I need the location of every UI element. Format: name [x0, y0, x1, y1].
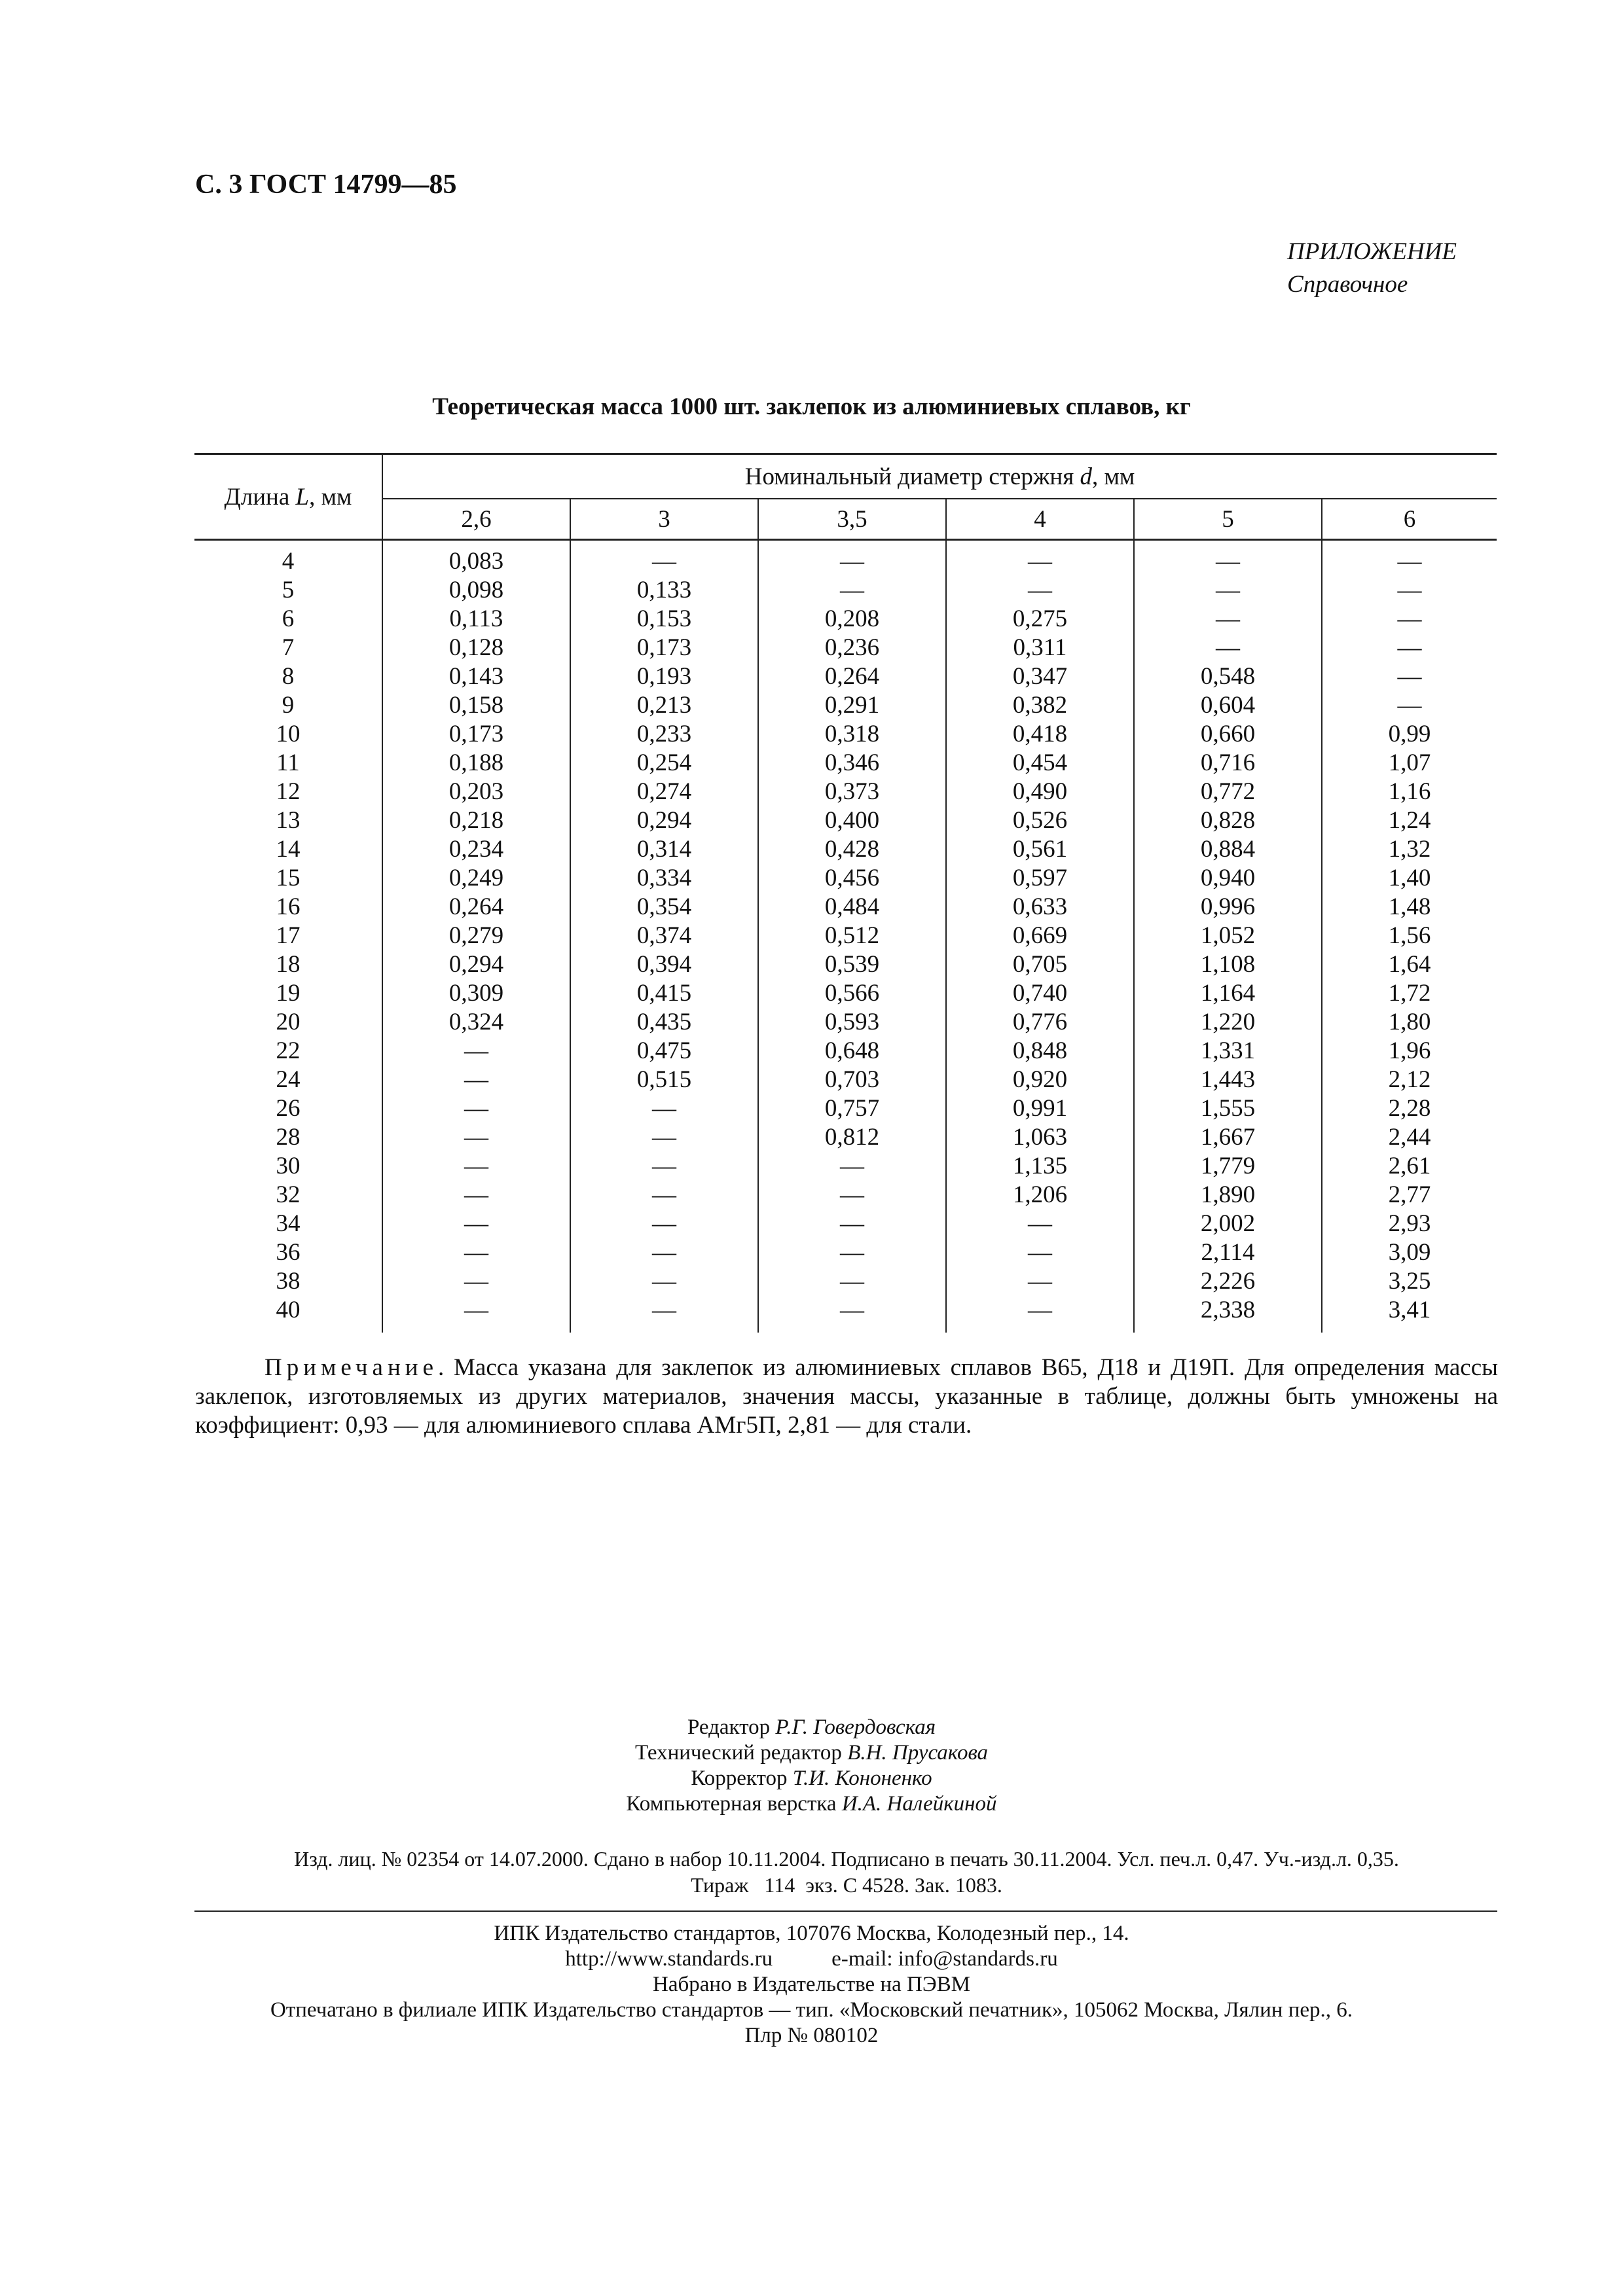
mass-cell: —: [1134, 576, 1322, 605]
mass-cell: —: [570, 1210, 758, 1238]
mass-cell: 0,996: [1134, 893, 1322, 922]
publisher-address: ИПК Издательство стандартов, 107076 Москва, Колодезный пер., 14.: [494, 1922, 1129, 1945]
length-cell: 9: [194, 691, 382, 720]
mass-cell: 0,314: [570, 835, 758, 864]
mass-cell: 0,705: [946, 950, 1134, 979]
mass-cell: 1,64: [1388, 951, 1431, 978]
mass-cell: 0,593: [758, 1008, 946, 1037]
mass-cell: 0,318: [758, 720, 946, 749]
mass-cell: 1,40: [1388, 865, 1431, 891]
imprint-line-2: Тираж 114 экз. С 4528. Зак. 1083.: [691, 1873, 1002, 1897]
mass-cell: 0,884: [1134, 835, 1322, 864]
mass-cell: —: [946, 540, 1134, 577]
mass-cell: 3,25: [1388, 1268, 1431, 1295]
mass-cell: 0,274: [570, 778, 758, 806]
mass-cell: —: [1134, 634, 1322, 662]
table-row: [194, 576, 1497, 605]
mass-cell: 2,12: [1388, 1066, 1431, 1093]
mass-cell: 0,113: [382, 605, 570, 634]
length-cell: 38: [194, 1267, 382, 1296]
diameter-header-cell: 3,5: [758, 499, 946, 540]
mass-cell: 1,108: [1134, 950, 1322, 979]
mass-cell: 1,07: [1388, 749, 1431, 776]
mass-cell: 1,667: [1134, 1123, 1322, 1152]
table-row: [194, 864, 1497, 893]
mass-cell: —: [758, 1238, 946, 1267]
mass-cell: 0,347: [946, 662, 1134, 691]
mass-cell: —: [382, 1181, 570, 1210]
table-row: [194, 835, 1497, 864]
length-cell: 10: [194, 720, 382, 749]
mass-cell: —: [946, 1267, 1134, 1296]
table-row: [194, 778, 1497, 806]
table-header: [194, 454, 1497, 540]
mass-cell: —: [1397, 577, 1422, 603]
table-body: [194, 540, 1497, 1333]
mass-cell: 1,331: [1134, 1037, 1322, 1066]
mass-cell: 0,740: [946, 979, 1134, 1008]
table-row: [194, 1238, 1497, 1267]
diameter-header-row: [194, 499, 1497, 540]
mass-cell: —: [1134, 605, 1322, 634]
mass-cell: 0,475: [570, 1037, 758, 1066]
table-row: [194, 893, 1497, 922]
mass-cell: 0,374: [570, 922, 758, 950]
mass-cell: —: [758, 1210, 946, 1238]
imprint-block: [195, 1846, 1498, 1898]
mass-cell: 0,128: [382, 634, 570, 662]
mass-cell: —: [570, 1094, 758, 1123]
table-row: [194, 1123, 1497, 1152]
publisher-email: e-mail: info@standards.ru: [831, 1947, 1058, 1971]
credit-role: Корректор: [691, 1767, 788, 1790]
mass-cell: 0,143: [382, 662, 570, 691]
note-label: Примечание: [264, 1354, 438, 1381]
length-cell: 17: [194, 922, 382, 950]
mass-cell: 0,435: [570, 1008, 758, 1037]
table-row: [194, 749, 1497, 778]
mass-cell: 0,133: [570, 576, 758, 605]
imprint-line-1: Изд. лиц. № 02354 от 14.07.2000. Сдано в набор 10.11.2004. Подписано в печать 30.11.2004. Усл. печ.л. 0,47. Уч.-изд.л. 0,35.: [294, 1847, 1399, 1871]
mass-cell: 0,334: [570, 864, 758, 893]
length-cell: 12: [194, 778, 382, 806]
mass-cell: 0,566: [758, 979, 946, 1008]
mass-cell: 0,99: [1388, 721, 1431, 747]
page-header-title: С. 3 ГОСТ 14799—85: [195, 170, 457, 200]
mass-cell: —: [1397, 692, 1422, 719]
diameter-header-cell: 4: [946, 499, 1134, 540]
mass-cell: —: [382, 1123, 570, 1152]
mass-cell: —: [946, 1296, 1134, 1333]
mass-cell: 0,757: [758, 1094, 946, 1123]
mass-cell: 0,233: [570, 720, 758, 749]
mass-cell: 0,526: [946, 806, 1134, 835]
diameter-header-cell: 2,6: [382, 499, 570, 540]
mass-cell: 0,415: [570, 979, 758, 1008]
appendix-subtitle: Справочное: [1287, 271, 1408, 298]
appendix-title: ПРИЛОЖЕНИЕ: [1287, 238, 1457, 265]
table-row: [194, 1267, 1497, 1296]
table-row: [194, 1152, 1497, 1181]
table-title: Теоретическая масса 1000 шт. заклепок из алюминиевых сплавов, кг: [432, 393, 1191, 420]
mass-cell: —: [758, 540, 946, 577]
mass-cell: 1,063: [946, 1123, 1134, 1152]
mass-cell: 0,428: [758, 835, 946, 864]
mass-cell: —: [758, 1181, 946, 1210]
table-row: [194, 1181, 1497, 1210]
mass-cell: 1,24: [1388, 807, 1431, 834]
credit-role: Компьютерная верстка: [626, 1792, 837, 1816]
mass-cell: 0,354: [570, 893, 758, 922]
table-note: [195, 1354, 1498, 1440]
table-row: [194, 1008, 1497, 1037]
mass-cell: 0,234: [382, 835, 570, 864]
credit-role: Редактор: [687, 1715, 771, 1739]
length-cell: 7: [194, 634, 382, 662]
mass-cell: 0,218: [382, 806, 570, 835]
mass-cell: 0,249: [382, 864, 570, 893]
mass-cell: 0,373: [758, 778, 946, 806]
length-cell: 11: [194, 749, 382, 778]
mass-cell: —: [1397, 548, 1422, 575]
mass-cell: —: [382, 1267, 570, 1296]
diameter-group-header: Номинальный диаметр стержня d, мм: [744, 463, 1135, 490]
length-column-header: Длина L, мм: [194, 454, 382, 540]
mass-cell: 1,16: [1388, 778, 1431, 805]
mass-cell: 0,188: [382, 749, 570, 778]
mass-cell: 1,96: [1388, 1037, 1431, 1064]
mass-cell: —: [1397, 663, 1422, 690]
length-cell: 16: [194, 893, 382, 922]
mass-cell: 0,604: [1134, 691, 1322, 720]
length-cell: 22: [194, 1037, 382, 1066]
mass-cell: 1,555: [1134, 1094, 1322, 1123]
credit-line: [0, 1766, 1623, 1791]
mass-cell: —: [1397, 634, 1422, 661]
credits-block: [0, 1715, 1623, 1817]
mass-cell: —: [382, 1094, 570, 1123]
mass-cell: —: [758, 1267, 946, 1296]
mass-cell: 0,294: [382, 950, 570, 979]
mass-cell: 0,275: [946, 605, 1134, 634]
diameter-header-cell: 3: [570, 499, 758, 540]
publisher-license: Плр № 080102: [744, 2024, 879, 2047]
mass-cell: 0,454: [946, 749, 1134, 778]
mass-cell: —: [382, 1037, 570, 1066]
publisher-contacts: [0, 1946, 1623, 1972]
length-cell: 32: [194, 1181, 382, 1210]
mass-cell: 0,158: [382, 691, 570, 720]
mass-cell: 2,114: [1134, 1238, 1322, 1267]
mass-cell: —: [382, 1210, 570, 1238]
length-cell: 24: [194, 1066, 382, 1094]
mass-cell: 0,083: [382, 540, 570, 577]
mass-cell: 2,44: [1388, 1124, 1431, 1151]
length-cell: 26: [194, 1094, 382, 1123]
publisher-typeset: Набрано в Издательстве на ПЭВМ: [653, 1973, 970, 1996]
diameter-header-cell: 5: [1134, 499, 1322, 540]
mass-cell: 1,48: [1388, 893, 1431, 920]
mass-cell: 2,28: [1388, 1095, 1431, 1122]
mass-cell: 1,052: [1134, 922, 1322, 950]
mass-cell: 2,93: [1388, 1210, 1431, 1237]
credit-name: Р.Г. Говердовская: [775, 1715, 936, 1739]
table-row: [194, 691, 1497, 720]
table-row: [194, 540, 1497, 577]
mass-cell: 0,716: [1134, 749, 1322, 778]
appendix-label: [1287, 236, 1457, 301]
length-cell: 34: [194, 1210, 382, 1238]
mass-cell: 1,443: [1134, 1066, 1322, 1094]
mass-cell: —: [946, 1238, 1134, 1267]
length-cell: 20: [194, 1008, 382, 1037]
mass-cell: 1,164: [1134, 979, 1322, 1008]
mass-cell: 0,098: [382, 576, 570, 605]
mass-cell: —: [758, 576, 946, 605]
table-row: [194, 662, 1497, 691]
mass-cell: —: [382, 1238, 570, 1267]
publisher-block: [0, 1921, 1623, 2049]
mass-cell: —: [946, 576, 1134, 605]
length-cell: 6: [194, 605, 382, 634]
mass-cell: —: [1397, 605, 1422, 632]
table-row: [194, 634, 1497, 662]
mass-cell: 1,32: [1388, 836, 1431, 863]
length-cell: 4: [194, 540, 382, 577]
table-row: [194, 720, 1497, 749]
mass-cell: —: [1134, 540, 1322, 577]
table-row: [194, 1210, 1497, 1238]
mass-cell: 0,920: [946, 1066, 1134, 1094]
table-row: [194, 806, 1497, 835]
mass-cell: 0,515: [570, 1066, 758, 1094]
mass-cell: 0,484: [758, 893, 946, 922]
diameter-header-cell: 6: [1322, 499, 1497, 540]
mass-cell: 1,206: [946, 1181, 1134, 1210]
mass-cell: —: [570, 1181, 758, 1210]
mass-cell: 1,80: [1388, 1009, 1431, 1035]
mass-cell: 0,772: [1134, 778, 1322, 806]
mass-cell: 0,400: [758, 806, 946, 835]
length-cell: 36: [194, 1238, 382, 1267]
length-cell: 30: [194, 1152, 382, 1181]
mass-cell: 0,213: [570, 691, 758, 720]
publisher-website: http://www.standards.ru: [565, 1947, 773, 1971]
mass-cell: 0,254: [570, 749, 758, 778]
mass-cell: 0,812: [758, 1123, 946, 1152]
mass-cell: 0,703: [758, 1066, 946, 1094]
mass-cell: 0,309: [382, 979, 570, 1008]
credit-line: [0, 1791, 1623, 1817]
length-cell: 14: [194, 835, 382, 864]
mass-cell: 0,991: [946, 1094, 1134, 1123]
imprint-divider: [194, 1910, 1497, 1912]
mass-cell: 0,512: [758, 922, 946, 950]
mass-cell: —: [570, 1296, 758, 1333]
mass-cell: 0,208: [758, 605, 946, 634]
mass-cell: 0,597: [946, 864, 1134, 893]
mass-cell: 2,338: [1134, 1296, 1322, 1333]
mass-cell: 0,561: [946, 835, 1134, 864]
mass-cell: 0,490: [946, 778, 1134, 806]
mass-cell: —: [946, 1210, 1134, 1238]
mass-cell: 3,09: [1388, 1239, 1431, 1266]
mass-cell: 0,153: [570, 605, 758, 634]
mass-cell: —: [570, 1238, 758, 1267]
mass-cell: 0,418: [946, 720, 1134, 749]
mass-cell: —: [382, 1066, 570, 1094]
mass-cell: 0,382: [946, 691, 1134, 720]
length-cell: 15: [194, 864, 382, 893]
mass-cell: 0,236: [758, 634, 946, 662]
mass-cell: 0,828: [1134, 806, 1322, 835]
length-cell: 40: [194, 1296, 382, 1333]
mass-cell: 0,848: [946, 1037, 1134, 1066]
length-cell: 28: [194, 1123, 382, 1152]
length-cell: 13: [194, 806, 382, 835]
mass-cell: 1,72: [1388, 980, 1431, 1007]
mass-cell: 0,669: [946, 922, 1134, 950]
mass-cell: 0,173: [570, 634, 758, 662]
credit-role: Технический редактор: [634, 1741, 842, 1765]
mass-cell: 0,633: [946, 893, 1134, 922]
mass-cell: —: [570, 540, 758, 577]
table-row: [194, 950, 1497, 979]
mass-cell: 0,776: [946, 1008, 1134, 1037]
mass-cell: 0,203: [382, 778, 570, 806]
mass-cell: 0,311: [946, 634, 1134, 662]
mass-cell: —: [758, 1296, 946, 1333]
table-row: [194, 1094, 1497, 1123]
mass-cell: 0,394: [570, 950, 758, 979]
mass-cell: 0,940: [1134, 864, 1322, 893]
length-cell: 19: [194, 979, 382, 1008]
credit-line: [0, 1740, 1623, 1766]
mass-cell: —: [382, 1152, 570, 1181]
publisher-printer: Отпечатано в филиале ИПК Издательство стандартов — тип. «Московский печатник», 105062 Москва, Лялин пер., 6.: [270, 1998, 1353, 2022]
mass-cell: 2,77: [1388, 1181, 1431, 1208]
mass-cell: 0,193: [570, 662, 758, 691]
credit-name: Т.И. Кононенко: [792, 1767, 932, 1790]
mass-cell: 0,264: [382, 893, 570, 922]
table-row: [194, 605, 1497, 634]
table-row: [194, 1037, 1497, 1066]
mass-table: [194, 453, 1497, 1333]
mass-cell: 1,56: [1388, 922, 1431, 949]
table-row: [194, 1296, 1497, 1333]
table-row: [194, 979, 1497, 1008]
mass-cell: 0,346: [758, 749, 946, 778]
credit-name: В.Н. Прусакова: [847, 1741, 989, 1765]
mass-cell: 0,294: [570, 806, 758, 835]
mass-cell: 2,002: [1134, 1210, 1322, 1238]
table-row: [194, 1066, 1497, 1094]
mass-cell: 0,660: [1134, 720, 1322, 749]
mass-cell: 1,220: [1134, 1008, 1322, 1037]
mass-cell: 1,779: [1134, 1152, 1322, 1181]
length-cell: 5: [194, 576, 382, 605]
mass-cell: —: [570, 1152, 758, 1181]
mass-cell: 1,890: [1134, 1181, 1322, 1210]
mass-cell: 0,456: [758, 864, 946, 893]
credit-name: И.А. Налейкиной: [841, 1792, 997, 1816]
mass-cell: 0,648: [758, 1037, 946, 1066]
mass-cell: 3,41: [1388, 1297, 1431, 1323]
length-cell: 18: [194, 950, 382, 979]
mass-cell: 0,264: [758, 662, 946, 691]
note-text: . Масса указана для заклепок из алюминиевых сплавов В65, Д18 и Д19П. Для определения массы заклепок, изготовляемых из других материалов, значения массы, указанные в таблице, должны быть умножены на коэффициент: 0,93 — для алюминиевого сплава АМг5П, 2,81 — для стали.: [195, 1354, 1498, 1439]
credit-line: [0, 1715, 1623, 1740]
mass-cell: —: [570, 1267, 758, 1296]
mass-cell: 0,291: [758, 691, 946, 720]
mass-cell: —: [758, 1152, 946, 1181]
mass-cell: —: [570, 1123, 758, 1152]
mass-cell: 1,135: [946, 1152, 1134, 1181]
mass-cell: —: [382, 1296, 570, 1333]
mass-cell: 0,324: [382, 1008, 570, 1037]
mass-cell: 0,539: [758, 950, 946, 979]
mass-cell: 0,548: [1134, 662, 1322, 691]
table-row: [194, 922, 1497, 950]
mass-cell: 0,279: [382, 922, 570, 950]
mass-cell: 2,226: [1134, 1267, 1322, 1296]
length-cell: 8: [194, 662, 382, 691]
mass-cell: 2,61: [1388, 1153, 1431, 1179]
mass-cell: 0,173: [382, 720, 570, 749]
